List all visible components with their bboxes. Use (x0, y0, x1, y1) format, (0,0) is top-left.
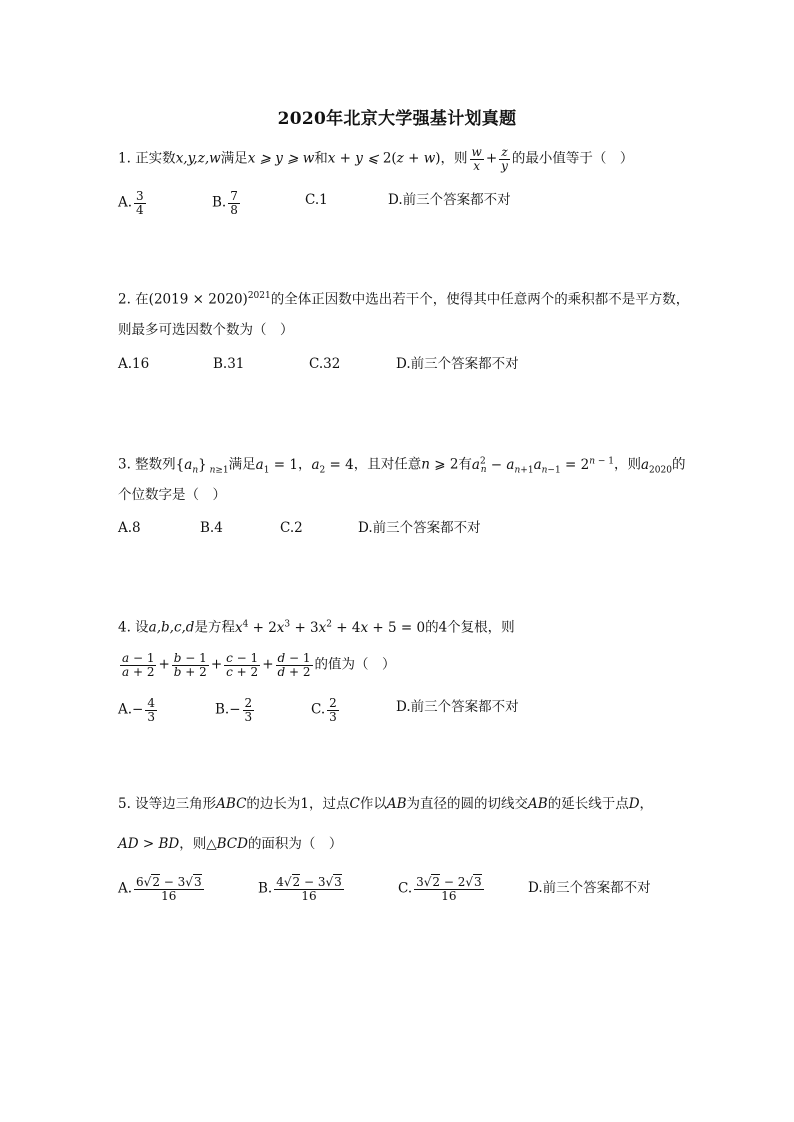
q2-option-b[interactable]: B.31 (213, 356, 245, 372)
q3-option-d[interactable]: D.前三个答案都不对 (358, 520, 481, 536)
q1-option-a[interactable] (118, 190, 148, 216)
option-label: A. (118, 880, 133, 897)
fraction-d: $\frac{d - 1}{d + 2}$ (277, 651, 311, 679)
q3-option-c[interactable]: C.2 (280, 520, 303, 536)
q2-option-a[interactable]: A.16 (118, 356, 150, 372)
stem-text: 3. 整数列 (118, 456, 176, 473)
option-label: B. (212, 194, 227, 211)
math-a2: $a_2 = 4$ (311, 456, 354, 476)
math-c: C (349, 796, 360, 812)
fraction: $\frac{4}{3}$ (147, 696, 155, 724)
math-inequality: x + y ⩽ (327, 150, 383, 167)
q5-option-a[interactable] (118, 876, 206, 902)
q4-option-a[interactable]: A.− $\frac{4}{3}$ (118, 696, 155, 724)
stem-text: 的最小值等于（ ） (511, 150, 634, 167)
fraction-w-over-x: $\frac{w}{x}$ (471, 145, 482, 173)
stem-text: ，且对任意 (353, 456, 422, 473)
fraction: $\frac{4√2 - 3√3}{16}$ (276, 875, 342, 903)
question-1-stem: 1. 正实数x,y,z,w满足x ⩾ y ⩾ w和x + y ⩽ 2(z + w)，则 $\frac{w}{x}$ + $\frac{z}{y}$ 的最小值等于（ ） (118, 145, 634, 173)
stem-text: 的值为（ ） (314, 656, 396, 673)
math-a1: $a_1 = 1$ (255, 456, 298, 476)
stem-text: 为直径的圆的切线交 (406, 796, 529, 812)
fraction-c: $\frac{c - 1}{c + 2}$ (226, 651, 259, 679)
math-roots: a,b,c,d (148, 619, 195, 636)
stem-text: 的面积为（ ） (247, 836, 343, 852)
stem-text: 满足 (220, 150, 248, 167)
q5-option-c[interactable] (398, 876, 486, 902)
stem-text: 满足 (228, 456, 256, 473)
math-a2020: $a_{2020}$ (640, 456, 672, 476)
fraction-b: $\frac{b - 1}{b + 2}$ (173, 651, 207, 679)
q2-option-d[interactable]: D.前三个答案都不对 (396, 356, 519, 372)
fraction-z-over-y: $\frac{z}{y}$ (501, 145, 508, 173)
q1-option-c[interactable]: C.1 (305, 192, 328, 208)
q4-option-b[interactable]: B.− $\frac{2}{3}$ (215, 696, 253, 724)
stem-text: 的延长线于点 (547, 796, 629, 812)
math-recurrence: $a^2_n - a_{n+1}a_{n-1} = 2^{n - 1}$ (471, 456, 614, 476)
question-4-line1 (118, 614, 515, 638)
fraction: $\frac{3√2 - 2√3}{16}$ (416, 875, 482, 903)
stem-text: 和 (314, 150, 328, 167)
math-ad-bd: AD > BD (118, 836, 180, 852)
option-label: A. (118, 701, 133, 718)
fraction-a: $\frac{a - 1}{a + 2}$ (122, 651, 155, 679)
q4-option-c[interactable] (311, 697, 341, 723)
fraction: $\frac{3}{4}$ (136, 189, 144, 217)
math-d: D (628, 796, 640, 812)
option-label: B. (258, 880, 273, 897)
stem-text: 的4个复根，则 (425, 619, 515, 636)
page-title: 2020年北京大学强基计划真题 (277, 109, 517, 129)
stem-text: 正实数 (135, 150, 176, 167)
stem-text: 4. 设 (118, 619, 149, 636)
fraction: $\frac{6√2 - 3√3}{16}$ (136, 875, 202, 903)
stem-text: 的边长为1，过点 (246, 796, 350, 812)
stem-text: ，则 (440, 150, 468, 167)
math-abc: ABC (216, 796, 247, 812)
question-4-line2: $\frac{a - 1}{a + 2}$ + $\frac{b - 1}{b + 2}$ + $\frac{c - 1}{c + 2}$ + $\frac{d - 1}{d + 2}$ 的值为（ ） (122, 651, 396, 679)
fraction: $\frac{7}{8}$ (230, 189, 238, 217)
math-equation: $x^4 + 2x^3 + 3x^2 + 4x + 5 = 0$ (234, 619, 426, 636)
stem-text: ，则 (613, 456, 641, 473)
stem-text: 的 (671, 456, 686, 473)
question-2-line2: 则最多可选因数个数为（ ） (118, 322, 294, 338)
option-label: B. (215, 701, 230, 718)
option-label: C. (398, 880, 413, 897)
q2-option-c[interactable]: C.32 (309, 356, 341, 372)
option-label: A. (118, 194, 133, 211)
q4-option-d[interactable]: D.前三个答案都不对 (396, 699, 519, 715)
stem-text: 的全体正因数中选出若干个，使得其中任意两个的乘积都不是平方数， (270, 291, 690, 308)
stem-text: 5. 设等边三角形 (118, 796, 217, 812)
stem-text: ， (639, 796, 654, 812)
question-5-line2 (118, 834, 342, 854)
math-condition: n ⩾ 2 (421, 456, 459, 473)
fraction: $\frac{2}{3}$ (329, 696, 337, 724)
q3-option-b[interactable]: B.4 (200, 520, 223, 536)
fraction: $\frac{2}{3}$ (244, 696, 253, 724)
question-3-line1: 3. 整数列$\{a_n\}$ $_{n\ge 1}$满足$a_1 = 1$，$a_2 = 4$，且对任意n ⩾ 2有$a^2_n - a_{n+1}a_{n-1} = 2^{n - 1}$，则$a_{2020}$的 (118, 456, 686, 476)
math-vars: x,y,z,w (175, 150, 221, 167)
math-sequence: $\{a_n\}$ $_{n\ge 1}$ (175, 456, 229, 476)
stem-text: 有 (458, 456, 472, 473)
math-ab: AB (386, 796, 407, 812)
option-label: C. (311, 701, 326, 718)
exponent: 2021 (247, 291, 271, 301)
math-inequality: x ⩾ y ⩾ w (247, 150, 315, 167)
stem-text: ，则△ (179, 836, 217, 852)
math-expr: 2(z + w) (382, 150, 441, 167)
q1-option-d[interactable]: D.前三个答案都不对 (388, 192, 511, 208)
q1-option-b[interactable] (212, 190, 242, 216)
question-2-line1 (118, 286, 689, 310)
math-bcd: BCD (216, 836, 248, 852)
q3-option-a[interactable]: A.8 (118, 520, 141, 536)
q5-option-b[interactable] (258, 876, 346, 902)
stem-text: 作以 (359, 796, 387, 812)
question-5-line1 (118, 794, 653, 814)
question-number: 1. (118, 150, 131, 167)
stem-text: 是方程 (194, 619, 235, 636)
q5-option-d[interactable]: D.前三个答案都不对 (528, 880, 651, 896)
stem-text: 2. 在(2019 × 2020) (118, 291, 248, 308)
question-3-line2: 个位数字是（ ） (118, 487, 226, 503)
math-ab: AB (528, 796, 548, 812)
